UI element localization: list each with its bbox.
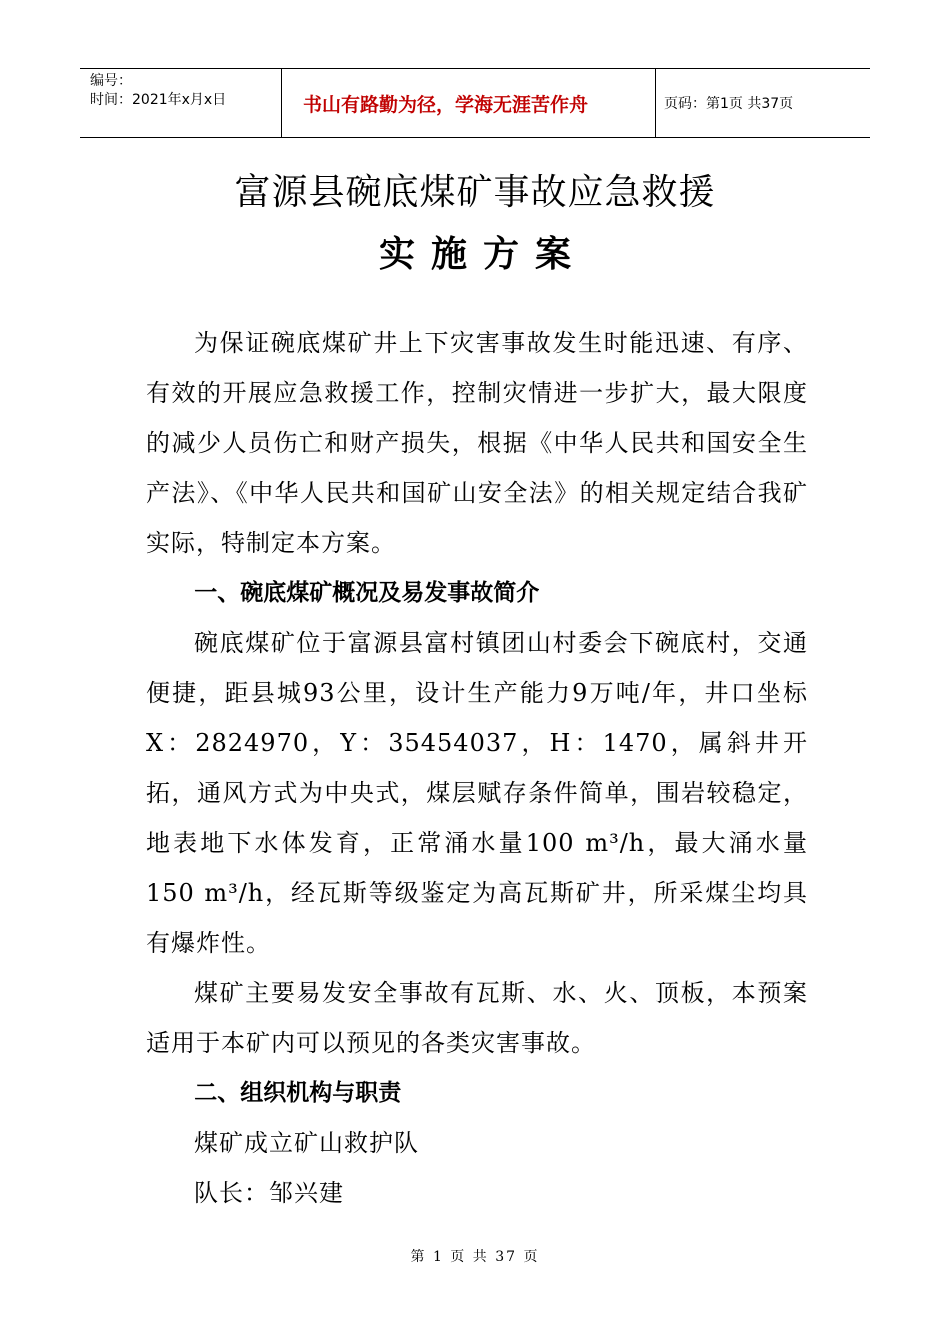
intro-paragraph: 为保证碗底煤矿井上下灾害事故发生时能迅速、有序、有效的开展应急救援工作，控制灾情进一步扩大，最大限度的减少人员伤亡和财产损失，根据《中华人民共和国安全生产法》、《中华人民共和国矿山安全法》的相关规定结合我矿实际，特制定本方案。 (146, 329, 808, 557)
document-title-line1: 富源县碗底煤矿事故应急救援 (234, 172, 716, 213)
header-page-cell (656, 69, 870, 137)
time-label: 时间：2021年x月x日 (90, 92, 227, 108)
section2-line-1: 煤矿成立矿山救护队 (194, 1129, 419, 1157)
section2-heading: 二、组织机构与职责 (194, 1080, 402, 1106)
page-footer: 第 1 页 共 37 页 (410, 1249, 540, 1265)
page-header (80, 68, 870, 138)
header-page-info: 页码：第1页 共37页 (664, 96, 794, 112)
header-motto-cell (282, 69, 656, 137)
section1-heading: 一、碗底煤矿概况及易发事故简介 (194, 580, 540, 606)
section1-paragraph-2: 煤矿主要易发安全事故有瓦斯、水、火、顶板，本预案适用于本矿内可以预见的各类灾害事故。 (146, 979, 808, 1057)
header-motto: 书山有路勤为径，学海无涯苦作舟 (303, 93, 589, 116)
number-label: 编号： (90, 73, 132, 89)
section2-line-2: 队长：邹兴建 (194, 1179, 344, 1207)
document-title-line2: 实施方案 (378, 234, 587, 275)
section1-paragraph-1: 碗底煤矿位于富源县富村镇团山村委会下碗底村，交通便捷，距县城93公里，设计生产能力9万吨/年，井口坐标X：2824970，Y：35454037，H：1470，属斜井开拓，通风方式为中央式，煤层赋存条件简单，围岩较稳定，地表地下水体发育，正常涌水量100 m³/h，最大涌水量150 m³/h，经瓦斯等级鉴定为高瓦斯矿井，所采煤尘均具有爆炸性。 (146, 629, 808, 957)
document-body (146, 318, 808, 1218)
header-meta-cell (80, 69, 282, 137)
